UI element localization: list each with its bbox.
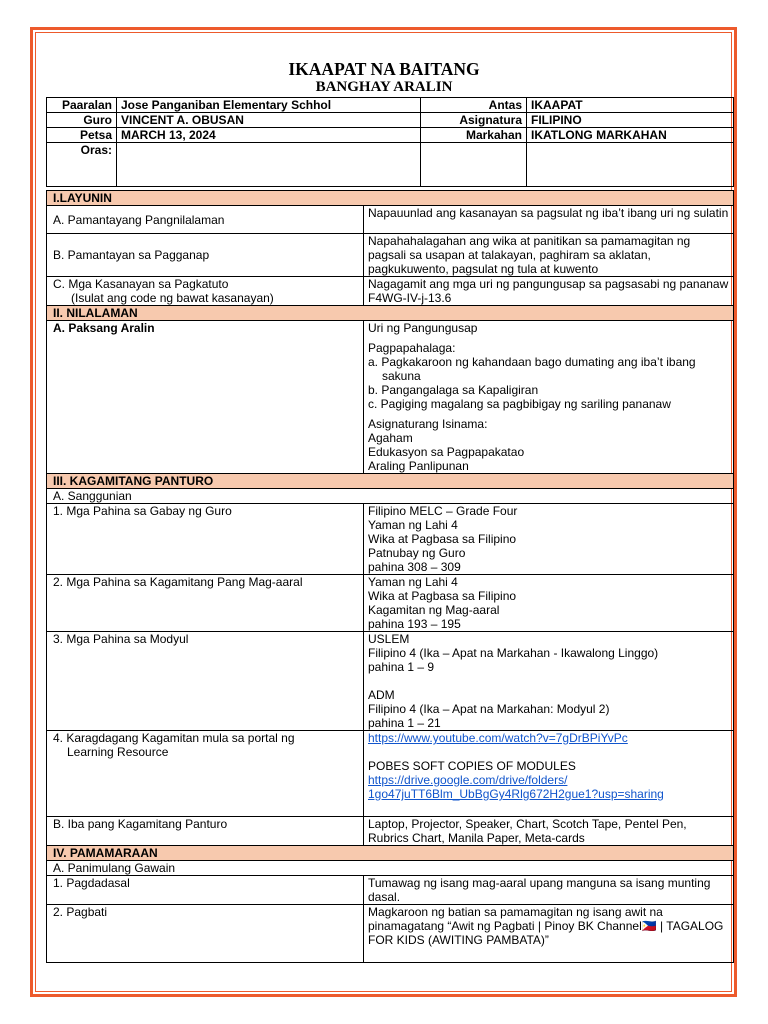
oras-value — [117, 143, 421, 187]
kagamitan-item1-label: 1. Mga Pahina sa Gabay ng Guro — [47, 504, 364, 575]
kagamitan-item1-line: pahina 308 – 309 — [368, 560, 461, 574]
kagamitan-item3-cell — [364, 632, 734, 731]
layunin-b-value: Napahahalagahan ang wika at panitikan sa pamamagitan ng pagsali sa usapan at talakayan, paghiram sa aklatan, pagkukuwento, pagsulat ng tula at kuwento — [364, 234, 734, 277]
markahan-value: IKATLONG MARKAHAN — [527, 128, 734, 143]
pamamaraan-item2-label: 2. Pagbati — [47, 905, 364, 963]
antas-value: IKAAPAT — [527, 98, 734, 113]
nilalaman-integ-heading: Asignaturang Isinama: — [368, 417, 488, 431]
paaralan-label: Paaralan — [47, 98, 117, 113]
kagamitan-item3-line: ADM — [368, 688, 395, 702]
pamamaraan-item1-label: 1. Pagdadasal — [47, 876, 364, 905]
lesson-plan-table — [46, 190, 734, 963]
kagamitan-item1-line: Yaman ng Lahi 4 — [368, 518, 458, 532]
kagamitan-item4-label-text: 4. Karagdagang Kagamitan mula sa portal ng — [53, 731, 295, 745]
empty-cell — [421, 143, 527, 187]
drive-link-part2[interactable]: 1go47juTT6Blm_UbBgGy4Rlg672H2gue1?usp=sharing — [368, 787, 664, 801]
asignatura-label: Asignatura — [421, 113, 527, 128]
markahan-label: Markahan — [421, 128, 527, 143]
kagamitan-item4-label-text2: Learning Resource — [67, 745, 169, 759]
layunin-c-label — [47, 277, 364, 306]
nilalaman-value-a: a. Pagkakaroon ng kahandaan bago dumating ang iba’t ibang — [368, 355, 696, 369]
nilalaman-integ-3: Araling Panlipunan — [368, 459, 469, 473]
layunin-b-label: B. Pamantayan sa Pagganap — [47, 234, 364, 277]
document-subtitle: BANGHAY ARALIN — [315, 79, 453, 95]
nilalaman-content-cell — [364, 321, 734, 474]
empty-cell — [527, 143, 734, 187]
kagamitan-item1-cell — [364, 504, 734, 575]
kagamitan-item2-line: Kagamitan ng Mag-aaral — [368, 603, 500, 617]
kagamitan-item3-line: Filipino 4 (Ika – Apat na Markahan - Ikawalong Linggo) — [368, 646, 659, 660]
kagamitan-item3-line: pahina 1 – 21 — [368, 716, 441, 730]
layunin-a-label: A. Pamantayang Pangnilalaman — [47, 206, 364, 234]
section-nilalaman-heading: II. NILALAMAN — [47, 306, 734, 321]
kagamitan-item2-line: Wika at Pagbasa sa Filipino — [368, 589, 517, 603]
document-title: IKAAPAT NA BAITANG — [288, 59, 480, 79]
nilalaman-values-heading: Pagpapahalaga: — [368, 341, 456, 355]
nilalaman-topic: Uri ng Pangungusap — [368, 321, 478, 335]
section-layunin-heading: I.LAYUNIN — [47, 191, 734, 206]
kagamitan-item2-label: 2. Mga Pahina sa Kagamitang Pang Mag-aaral — [47, 575, 364, 632]
petsa-label: Petsa — [47, 128, 117, 143]
nilalaman-value-a2: sakuna — [382, 369, 421, 383]
nilalaman-value-c: c. Pagiging magalang sa pagbibigay ng sariling pananaw — [368, 397, 671, 411]
nilalaman-value-b: b. Pangangalaga sa Kapaligiran — [368, 383, 539, 397]
kagamitan-b-value: Laptop, Projector, Speaker, Chart, Scotch Tape, Pentel Pen, Rubrics Chart, Manila Paper, Meta-cards — [364, 817, 734, 846]
kagamitan-item3-line: USLEM — [368, 632, 410, 646]
asignatura-value: FILIPINO — [527, 113, 734, 128]
kagamitan-item4-label — [47, 731, 364, 817]
nilalaman-integ-1: Agaham — [368, 431, 413, 445]
petsa-value: MARCH 13, 2024 — [117, 128, 421, 143]
kagamitan-item3-label: 3. Mga Pahina sa Modyul — [47, 632, 364, 731]
youtube-link[interactable]: https://www.youtube.com/watch?v=7gDrBPiYvPc — [368, 731, 628, 745]
layunin-a-value: Napauunlad ang kasanayan sa pagsulat ng iba’t ibang uri ng sulatin — [364, 206, 734, 234]
guro-value: VINCENT A. OBUSAN — [117, 113, 421, 128]
layunin-c-label-text: C. Mga Kasanayan sa Pagkatuto — [53, 277, 229, 291]
kagamitan-item1-line: Filipino MELC – Grade Four — [368, 504, 518, 518]
sanggunian-label: A. Sanggunian — [47, 489, 734, 504]
kagamitan-item4-text: POBES SOFT COPIES OF MODULES — [368, 759, 576, 773]
kagamitan-item3-line: pahina 1 – 9 — [368, 660, 435, 674]
pamamaraan-a-label: A. Panimulang Gawain — [47, 861, 734, 876]
kagamitan-item2-line: Yaman ng Lahi 4 — [368, 575, 458, 589]
kagamitan-item1-line: Patnubay ng Guro — [368, 546, 466, 560]
oras-label: Oras: — [47, 143, 117, 187]
layunin-c-value: Nagagamit ang mga uri ng pangungusap sa pagsasabi ng pananaw — [368, 277, 729, 291]
pamamaraan-item2-value: Magkaroon ng batian sa pamamagitan ng isang awit na pinamagatang “Awit ng Pagbati | Pinoy BK Channel🇵🇭 | TAGALOG FOR KIDS (AWITING PAMBATA)” — [364, 905, 734, 963]
layunin-c-value-cell — [364, 277, 734, 306]
kagamitan-b-label: B. Iba pang Kagamitang Panturo — [47, 817, 364, 846]
paaralan-value: Jose Panganiban Elementary Schhol — [117, 98, 421, 113]
antas-label: Antas — [421, 98, 527, 113]
pamamaraan-item1-value: Tumawag ng isang mag-aaral upang manguna sa isang munting dasal. — [364, 876, 734, 905]
drive-link-part1[interactable]: https://drive.google.com/drive/folders/ — [368, 773, 568, 787]
kagamitan-item3-line: Filipino 4 (Ika – Apat na Markahan: Modyul 2) — [368, 702, 610, 716]
layunin-c-code: F4WG-IV-j-13.6 — [368, 291, 452, 305]
nilalaman-integ-2: Edukasyon sa Pagpapakatao — [368, 445, 525, 459]
section-pamamaraan-heading: IV. PAMAMARAAN — [47, 846, 734, 861]
guro-label: Guro — [47, 113, 117, 128]
nilalaman-a-label: A. Paksang Aralin — [47, 321, 364, 474]
header-info-table — [46, 97, 734, 187]
kagamitan-item2-cell — [364, 575, 734, 632]
section-kagamitan-heading: III. KAGAMITANG PANTURO — [47, 474, 734, 489]
layunin-c-sublabel: (Isulat ang code ng bawat kasanayan) — [71, 291, 274, 305]
kagamitan-item4-cell — [364, 731, 734, 817]
kagamitan-item2-line: pahina 193 – 195 — [368, 617, 461, 631]
kagamitan-item1-line: Wika at Pagbasa sa Filipino — [368, 532, 517, 546]
